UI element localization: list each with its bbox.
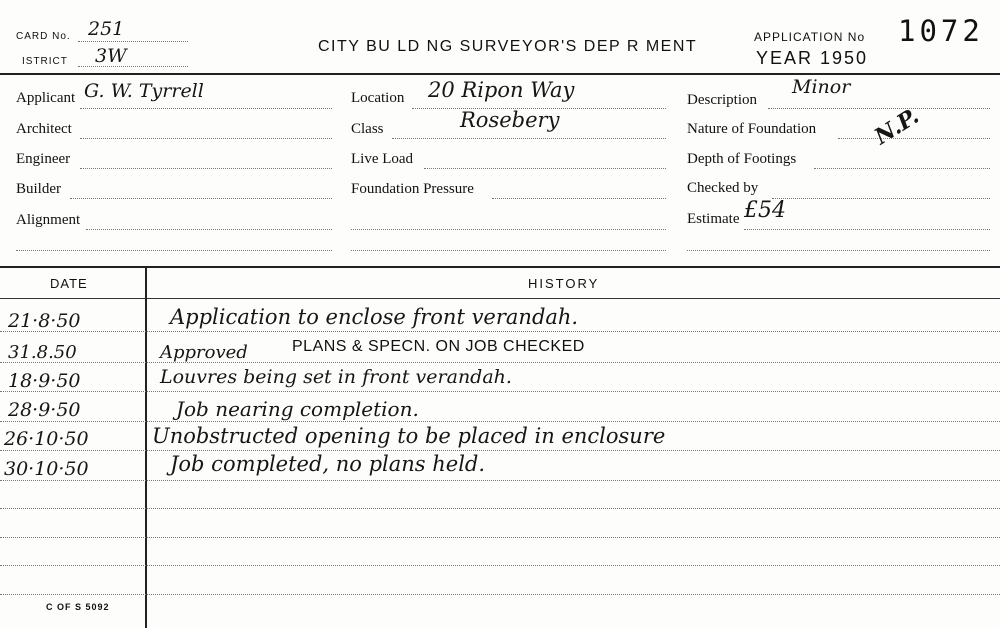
ruled-line — [0, 508, 1000, 509]
date-column-divider — [145, 268, 147, 628]
ruled-line — [0, 450, 1000, 451]
history-entry: Unobstructed opening to be placed in enclosure — [152, 424, 666, 448]
foundation-pressure-label: Foundation Pressure — [351, 181, 474, 197]
card-no-label: CARD No. — [16, 31, 71, 42]
builder-line — [70, 198, 332, 199]
card-no-value: 251 — [88, 18, 125, 40]
builder-label: Builder — [16, 181, 61, 197]
class-line — [392, 138, 666, 139]
class-value: Rosebery — [460, 108, 560, 132]
alignment-line-2 — [16, 250, 332, 251]
checked-by-line — [772, 198, 990, 199]
estimate-value: £54 — [744, 198, 786, 223]
description-value: Minor — [792, 76, 851, 98]
header-rule — [0, 73, 1000, 75]
ruled-line — [0, 331, 1000, 332]
history-entry: Application to enclose front verandah. — [170, 305, 579, 329]
history-date: 30·10·50 — [4, 458, 89, 480]
middle-line-6 — [351, 250, 666, 251]
nature-of-foundation-value: N.P. — [870, 103, 924, 151]
ruled-line — [0, 421, 1000, 422]
applicant-value: G. W. Tyrrell — [84, 80, 204, 102]
checked-by-label: Checked by — [687, 180, 759, 196]
history-date: 18·9·50 — [8, 370, 81, 392]
fields-rule — [0, 266, 1000, 268]
form-code: C OF S 5092 — [46, 602, 110, 612]
district-line — [78, 66, 188, 67]
date-column-header: DATE — [50, 276, 88, 291]
alignment-line — [86, 229, 332, 230]
foundation-pressure-line — [492, 198, 666, 199]
description-label: Description — [687, 92, 757, 108]
middle-line-5 — [351, 229, 666, 230]
nature-of-foundation-line — [838, 138, 990, 139]
live-load-label: Live Load — [351, 151, 414, 167]
location-label: Location — [351, 90, 405, 106]
ruled-line — [0, 594, 1000, 595]
ruled-line — [0, 537, 1000, 538]
history-date: 26·10·50 — [4, 428, 89, 450]
history-entry: Approved — [160, 342, 248, 363]
nature-of-foundation-label: Nature of Foundation — [687, 121, 817, 137]
estimate-line — [744, 229, 990, 230]
depth-of-footings-label: Depth of Footings — [687, 151, 797, 167]
history-date: 21·8·50 — [8, 310, 81, 332]
history-column-header: HISTORY — [528, 276, 600, 291]
district-label: ISTRICT — [22, 56, 68, 67]
right-line-6 — [687, 250, 990, 251]
ruled-line — [0, 391, 1000, 392]
engineer-line — [80, 168, 332, 169]
estimate-label: Estimate — [687, 211, 740, 227]
history-entry: Louvres being set in front verandah. — [160, 366, 512, 388]
applicant-label: Applicant — [16, 90, 76, 106]
application-no-value: 1072 — [898, 14, 984, 48]
alignment-label: Alignment — [16, 212, 81, 228]
class-label: Class — [351, 121, 384, 137]
application-no-label: APPLICATION No — [754, 30, 866, 44]
table-header-rule — [0, 298, 1000, 299]
ruled-line — [0, 362, 1000, 363]
ruled-line — [0, 480, 1000, 481]
department-title: CITY BU LD NG SURVEYOR'S DEP R MENT — [318, 38, 698, 55]
applicant-line — [80, 108, 332, 109]
architect-line — [80, 138, 332, 139]
district-value: 3W — [95, 45, 127, 67]
history-stamp: PLANS & SPECN. ON JOB CHECKED — [292, 338, 585, 355]
location-value: 20 Ripon Way — [428, 78, 575, 102]
depth-of-footings-line — [814, 168, 990, 169]
history-date: 28·9·50 — [8, 399, 81, 421]
description-line — [768, 108, 990, 109]
architect-label: Architect — [16, 121, 72, 137]
live-load-line — [424, 168, 666, 169]
year-label: YEAR 1950 — [756, 48, 869, 68]
history-entry: Job nearing completion. — [176, 397, 419, 421]
card-no-line — [78, 41, 188, 42]
history-date: 31.8.50 — [8, 342, 77, 363]
ruled-line — [0, 565, 1000, 566]
history-entry: Job completed, no plans held. — [170, 452, 486, 476]
engineer-label: Engineer — [16, 151, 71, 167]
